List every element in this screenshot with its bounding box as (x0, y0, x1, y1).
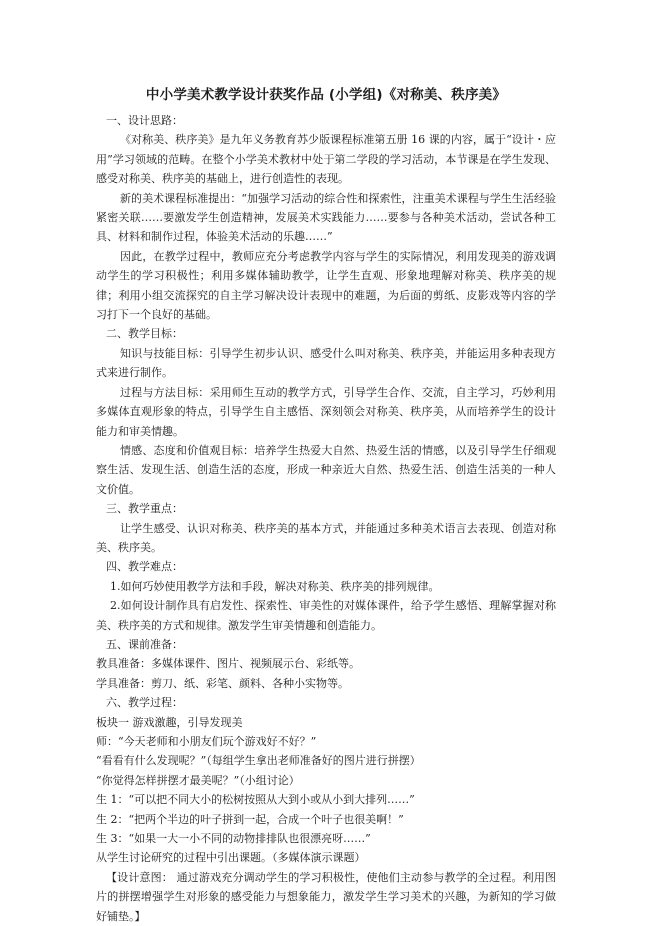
dialogue-student-3: 生 3：“如果一大一小不同的动物排排队也很漂亮呀……” (96, 832, 371, 846)
paragraph-introduce-topic: 从学生讨论研究的过程中引出课题。（多媒体演示课题） (96, 851, 366, 865)
dialogue-question-1: “看看有什么发现呢？”（每组学生拿出老师准备好的图片进行拼摆） (96, 754, 421, 768)
dialogue-teacher: 师：“今天老师和小朋友们玩个游戏好不好？” (96, 735, 317, 748)
document-page (96, 86, 556, 926)
section-heading-preparation: 五、课前准备： (106, 637, 183, 651)
section-heading-key-points: 三、教学重点： (106, 502, 183, 516)
paragraph-lesson-intro: 《对称美、秩序美》是九年义务教育苏少版课程标准第五册 16 课的内容，属于“设计・应用”学习领域的范畴。在整个小学美术教材中处于第二学段的学习活动，本节课是在学生发现、感受对称美、秩序美的基础上，进行创造性的表现。 (96, 133, 556, 186)
paragraph-key-points: 让学生感受、认识对称美、秩序美的基本方式，并能通过多种美术语言去表现、创造对称美、秩序美。 (96, 521, 556, 554)
dialogue-student-1: 生 1：“可以把不同大小的松树按照从大到小或从小到大排列……” (96, 793, 415, 807)
paragraph-knowledge-goal: 知识与技能目标：引导学生初步认识、感受什么叫对称美、秩序美，并能运用多种表现方式来进行制作。 (96, 346, 556, 380)
section-heading-difficulties: 四、教学难点： (106, 560, 183, 574)
paragraph-curriculum-standard: 新的美术课程标准提出：“加强学习活动的综合性和探索性，注重美术课程与学生生活经验紧密关联……要激发学生创造精神，发展美术实践能力……要参与各种美术活动，尝试各种工具、材料和制作过程，体验美术活动的乐趣……” (96, 191, 556, 244)
document-title: 中小学美术教学设计获奖作品 (小学组)《对称美、秩序美》 (145, 87, 507, 103)
paragraph-block-one: 板块一 游戏激趣，引导发现美 (96, 715, 243, 729)
section-heading-objectives: 二、教学目标： (106, 327, 183, 341)
paragraph-design-intent: 【设计意图： 通过游戏充分调动学生的学习积极性，使他们主动参与教学的全过程。利用图片的拼摆增强学生对形象的感受能力与想象能力，激发学生学习美术的兴趣，为新知的学习做好铺垫。】 (96, 870, 556, 923)
section-heading-process: 六、教学过程： (106, 696, 183, 710)
section-heading-design-idea: 一、设计思路： (106, 114, 183, 127)
paragraph-teacher-materials: 教具准备：多媒体课件、图片、视频展示台、彩纸等。 (96, 657, 360, 671)
paragraph-process-goal: 过程与方法目标：采用师生互动的教学方式，引导学生合作、交流，自主学习，巧妙利用多媒体直观形象的特点，引导学生自主感悟、深刻领会对称美、秩序美，从而培养学生的设计能力和审美情趣。 (96, 385, 556, 438)
dialogue-question-2: “你觉得怎样拼摆才最美呢？”（小组讨论） (96, 773, 300, 787)
list-item-difficulty-2: 2.如何设计制作具有启发性、探索性、审美性的对媒体课件，给予学生感悟、理解掌握对称美、秩序美的方式和规律。激发学生审美情趣和创造能力。 (96, 599, 556, 632)
list-item-difficulty-1: 1.如何巧妙使用教学方法和手段，解决对称美、秩序美的排列规律。 (110, 579, 440, 593)
paragraph-attitude-goal: 情感、态度和价值观目标：培养学生热爱大自然、热爱生活的情感，以及引导学生仔细观察生活、发现生活、创造生活的态度，形成一种亲近大自然、热爱生活、创造生活美的一种人文价值。 (96, 443, 556, 496)
dialogue-student-2: 生 2：“把两个半边的叶子拼到一起，合成一个叶子也很美啊！” (96, 812, 404, 826)
paragraph-student-materials: 学具准备：剪刀、纸、彩笔、颜料、各种小实物等。 (96, 676, 349, 690)
paragraph-teaching-approach: 因此，在教学过程中，教师应充分考虑教学内容与学生的实际情况，利用发现美的游戏调动学生的学习积极性；利用多媒体辅助教学，让学生直观、形象地理解对称美、秩序美的规律；利用小组交流探究的自主学习解决设计表现中的难题，为后面的剪纸、皮影戏等内容的学习打下一个良好的基础。 (96, 249, 556, 322)
